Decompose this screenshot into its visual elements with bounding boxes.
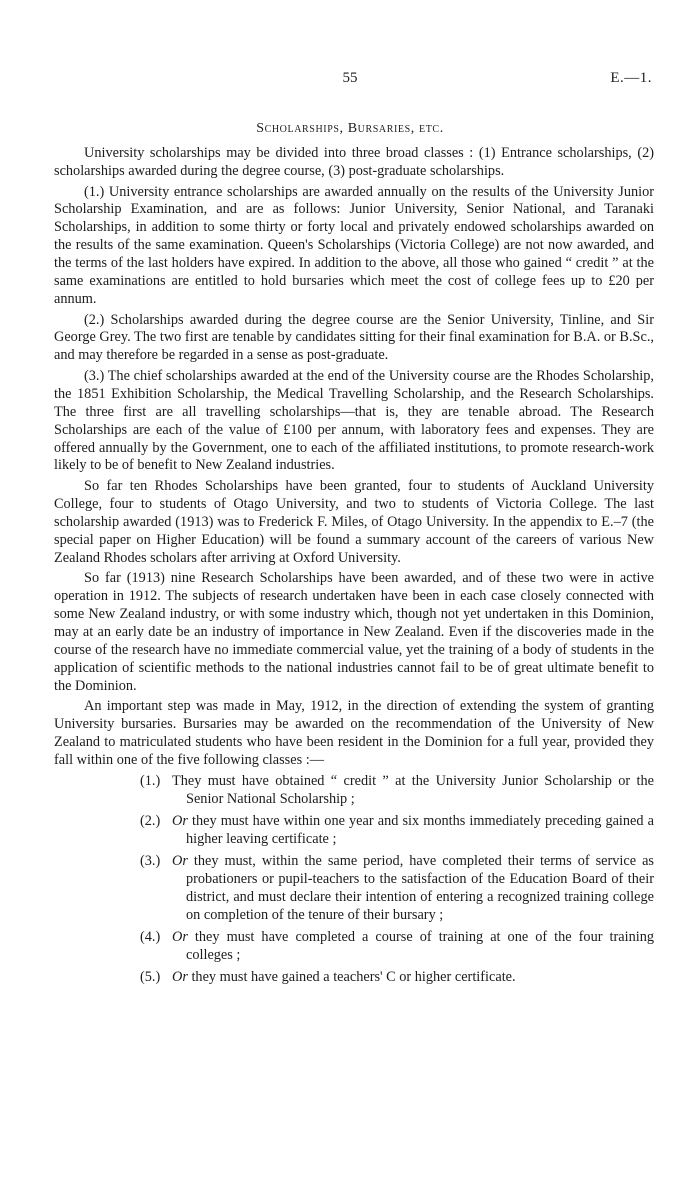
bursary-conditions-list [54,773,654,988]
list-item [54,813,654,849]
list-item-number: (3.) [140,853,161,870]
section-heading: Scholarships, Bursaries, etc. [256,121,444,136]
list-item-text: they must have gained a teachers' C or higher certificate. [187,969,516,986]
paragraph-post-graduate-scholarships: (3.) The chief scholarships awarded at the end of the University course are the Rhodes Scholarship, the 1851 Exhibition Scholarship, the Medical Travelling Scholarship, and the Research Scholarships. The three first are all travelling scholarships—that is, they are tenable abroad. The Research Scholarships are each of the value of £100 per annum, with laboratory fees and expenses. They are offered annually by the Government, one to each of the affiliated institutions, to promote research-work likely to be of benefit to New Zealand industries. [54,367,654,474]
list-item [54,773,654,809]
list-item [54,929,654,965]
body-text [54,145,654,992]
list-item-text: They must have obtained “ credit ” at the University Junior Scholarship or the Senior National Scholarship ; [172,772,654,807]
page-number: 55 [342,70,358,86]
list-item-text: they must have completed a course of training at one of the four training colleges ; [186,929,654,963]
list-item [54,969,654,987]
list-item-lead: Or [172,812,188,829]
paragraph-rhodes-scholarships: So far ten Rhodes Scholarships have been granted, four to students of Auckland University College, four to students of Otago University, and two to students of Victoria College. The last scholarship awarded (1913) was to Frederick F. Miles, of Otago University. In the appendix to E.–7 (the special paper on Higher Education) will be found a summary account of the careers of various New Zealand Rhodes scholars after arriving at Oxford University. [54,478,654,566]
list-item-lead: Or [172,929,188,946]
list-item [54,853,654,925]
list-item-number: (4.) [140,929,161,946]
paragraph-entrance-scholarships: (1.) University entrance scholarships are awarded annually on the results of the University Junior Scholarship Examination, and are as follows: Junior University, Senior National, and Taranaki Scholarships, in addition to some thirty or forty local and privately endowed scholarships awarded on the results of the same examination. Queen's Scholarships (Victoria College) are not now awarded, and the terms of the last holders have expired. In addition to the above, all those who gained “ credit ” at the same examinations are entitled to hold bursaries which meet the cost of college fees up to £20 per annum. [54,183,654,307]
list-item-number: (2.) [140,812,161,829]
document-reference: E.—1. [610,70,652,86]
list-item-lead: Or [172,853,188,870]
list-item-text: they must have within one year and six months immediately preceding gained a higher leaving certificate ; [186,812,654,847]
paragraph-degree-course-scholarships: (2.) Scholarships awarded during the degree course are the Senior University, Tinline, and Sir George Grey. The two first are tenable by candidates sitting for their final examination for B.A. or B.Sc., and may therefore be regarded in a sense as post-graduate. [54,311,654,364]
list-item-lead: Or [172,969,188,986]
list-item-number: (5.) [140,969,161,986]
paragraph-intro: University scholarships may be divided into three broad classes : (1) Entrance scholarships, (2) scholarships awarded during the degree course, (3) post-graduate scholarships. [54,145,654,179]
paragraph-research-scholarships: So far (1913) nine Research Scholarships have been awarded, and of these two were in active operation in 1912. The subjects of research undertaken have been in each case closely connected with some New Zealand industry, or with some industry which, though not yet undertaken in this Dominion, may at an early date be an industry of importance in New Zealand. Even if the discoveries made in the course of the research have no immediate commercial value, yet the training of a body of students in the application of scientific methods to the national industries cannot fail to be of great ultimate benefit to the Dominion. [54,570,654,694]
paragraph-bursaries: An important step was made in May, 1912, in the direction of extending the system of granting University bursaries. Bursaries may be awarded on the recommendation of the University of New Zealand to matriculated students who have been resident in the Dominion for a full year, provided they fall within one of the five following classes :— [54,698,654,769]
list-item-number: (1.) [140,772,161,789]
list-item-text: they must, within the same period, have completed their terms of service as probationers or pupil-teachers to the satisfaction of the Education Board of their district, and must declare their intention of entering a recognized training college on completion of the tenure of their bursary ; [186,853,654,923]
